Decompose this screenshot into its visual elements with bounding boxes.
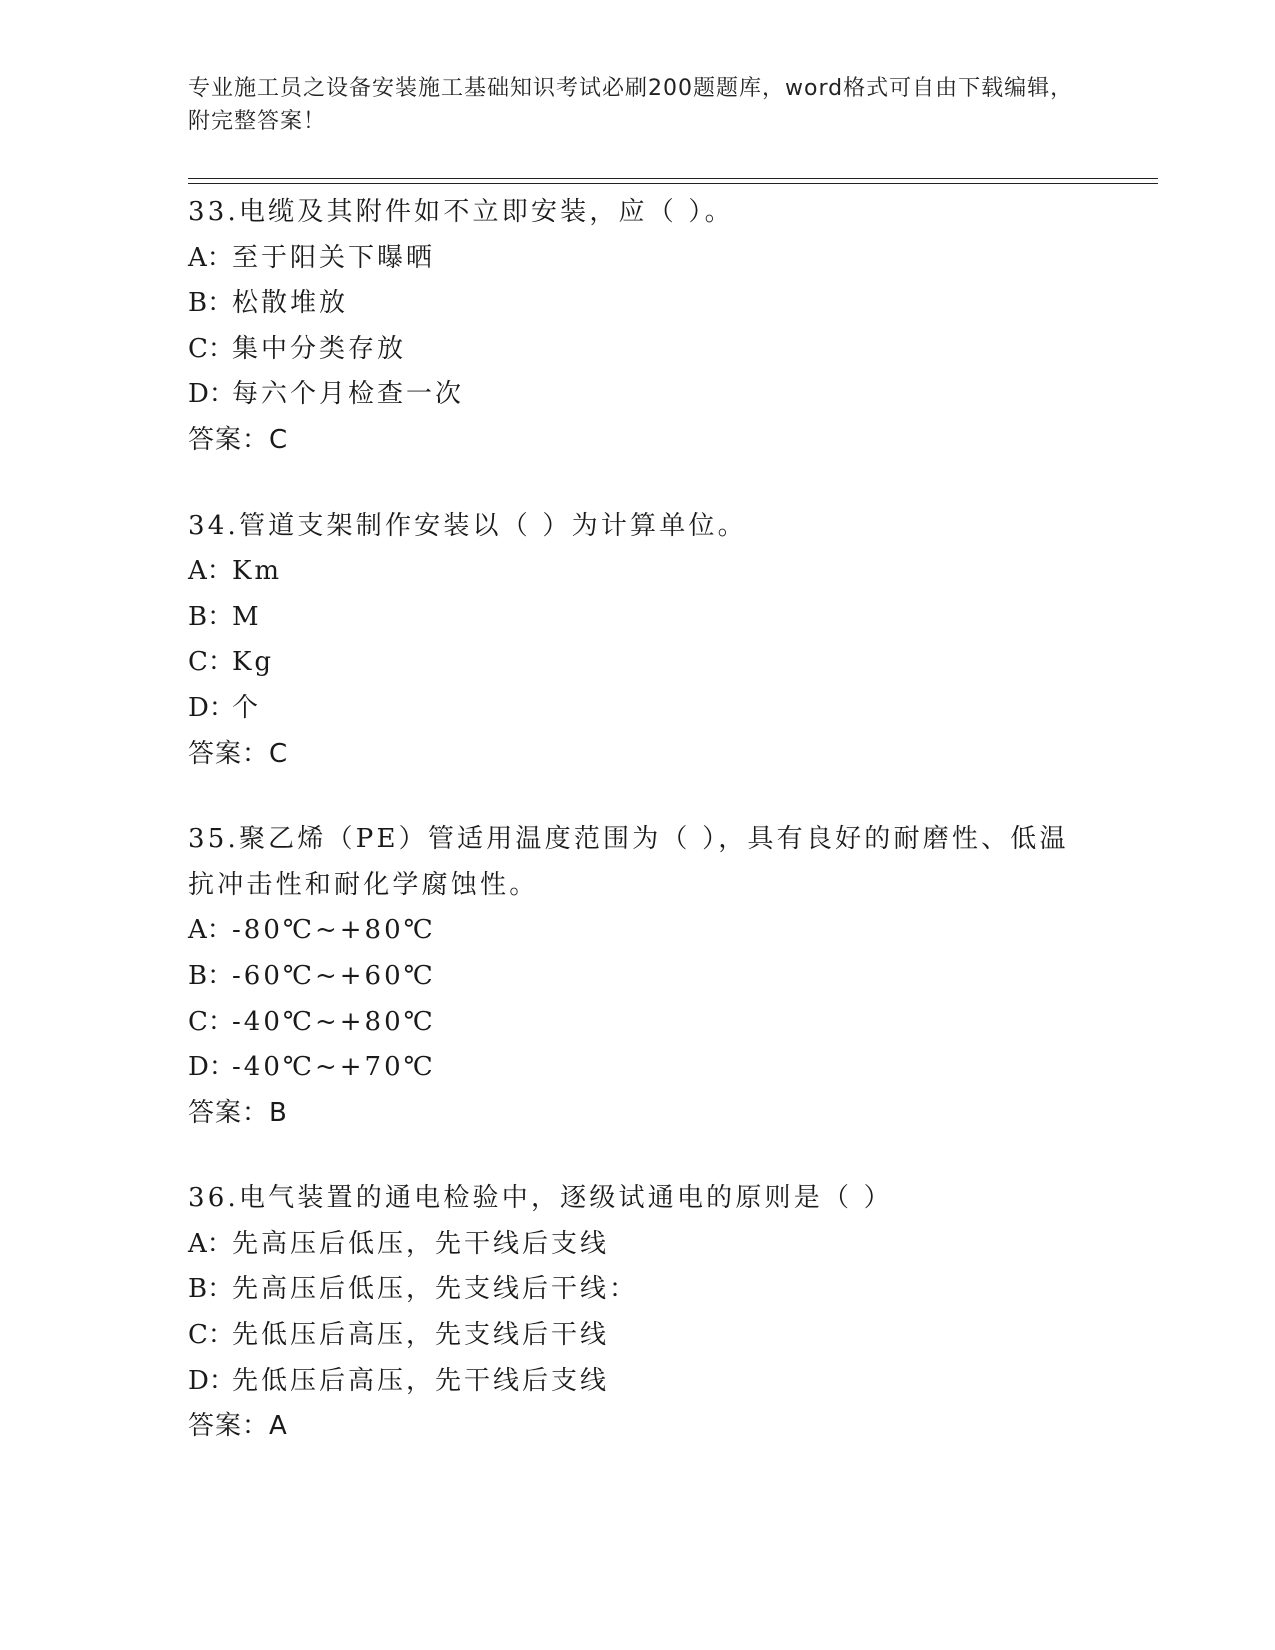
option-text: 集中分类存放 xyxy=(232,333,407,364)
option-c xyxy=(188,327,1088,373)
question-33 xyxy=(188,190,1088,464)
option-a xyxy=(188,549,1088,595)
option-text: 每六个月检查一次 xyxy=(232,379,465,410)
header-double-rule xyxy=(188,178,1158,184)
option-text: -60℃~+60℃ xyxy=(232,960,436,991)
option-text: 松散堆放 xyxy=(232,288,349,319)
option-text: M xyxy=(232,601,262,632)
question-list xyxy=(188,190,1088,1490)
question-36 xyxy=(188,1176,1088,1450)
option-text: -80℃~+80℃ xyxy=(232,915,436,946)
option-text: 至于阳关下曝晒 xyxy=(232,242,436,273)
option-a xyxy=(188,908,1088,954)
option-c xyxy=(188,640,1088,686)
question-35 xyxy=(188,817,1088,1136)
option-b xyxy=(188,595,1088,641)
option-label: D： xyxy=(188,1052,235,1083)
question-stem: 34.管道支架制作安装以（ ）为计算单位。 xyxy=(188,510,747,541)
option-a xyxy=(188,1222,1088,1268)
option-c xyxy=(188,1313,1088,1359)
option-a xyxy=(188,236,1088,282)
option-text: 先低压后高压，先支线后干线 xyxy=(232,1320,610,1351)
question-stem: 35.聚乙烯（PE）管适用温度范围为（ ），具有良好的耐磨性、低温抗冲击性和耐化学腐蚀性。 xyxy=(188,824,1069,900)
option-label: B： xyxy=(188,1274,234,1305)
option-d xyxy=(188,686,1088,732)
option-label: B： xyxy=(188,601,234,632)
option-label: C： xyxy=(188,647,234,678)
option-text: 先高压后低压，先支线后干线： xyxy=(232,1274,639,1305)
option-label: A： xyxy=(188,556,233,587)
option-text: -40℃~+70℃ xyxy=(232,1052,436,1083)
option-text: 先高压后低压，先干线后支线 xyxy=(232,1228,610,1259)
option-label: D： xyxy=(188,692,235,723)
question-stem: 33.电缆及其附件如不立即安装，应（ ）。 xyxy=(188,197,734,227)
option-label: D： xyxy=(188,1365,235,1396)
option-b xyxy=(188,1267,1088,1313)
option-label: C： xyxy=(188,1006,234,1037)
document-header: 专业施工员之设备安装施工基础知识考试必刷200题题库，word格式可自由下载编辑，附完整答案！ xyxy=(188,76,1074,134)
option-label: A： xyxy=(188,915,233,946)
option-label: B： xyxy=(188,288,234,319)
option-d xyxy=(188,372,1088,418)
option-d xyxy=(188,1045,1088,1091)
option-label: D： xyxy=(188,379,235,410)
option-label: A： xyxy=(188,1228,233,1259)
answer-line: 答案：B xyxy=(188,1097,288,1128)
question-34 xyxy=(188,504,1088,778)
option-label: B： xyxy=(188,960,234,991)
option-label: C： xyxy=(188,333,234,364)
option-b xyxy=(188,954,1088,1000)
question-stem: 36.电气装置的通电检验中，逐级试通电的原则是（ ） xyxy=(188,1183,893,1214)
option-text: Km xyxy=(232,556,283,587)
answer-line: 答案：C xyxy=(188,738,289,769)
option-c xyxy=(188,1000,1088,1046)
option-label: C： xyxy=(188,1320,234,1351)
option-b xyxy=(188,281,1088,327)
option-text: Kg xyxy=(232,647,275,678)
answer-line: 答案：C xyxy=(188,424,289,455)
option-label: A： xyxy=(188,242,233,273)
option-text: 先低压后高压，先干线后支线 xyxy=(232,1365,610,1396)
option-text: 个 xyxy=(232,692,262,723)
answer-line: 答案：A xyxy=(188,1411,288,1442)
option-d xyxy=(188,1359,1088,1405)
option-text: -40℃~+80℃ xyxy=(232,1006,436,1037)
